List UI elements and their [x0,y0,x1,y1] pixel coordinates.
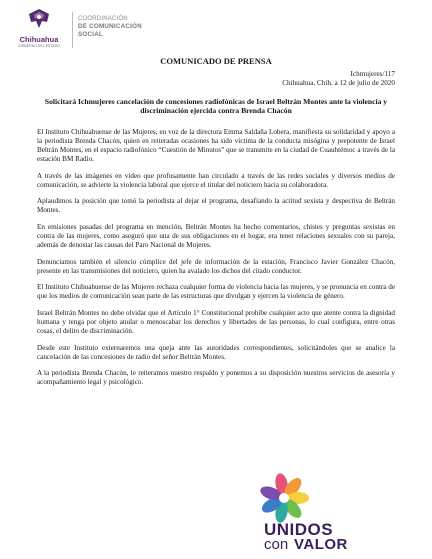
coordination-line-1: COORDINACIÓN [78,16,128,22]
coordination-line-3: SOCIAL [78,31,103,38]
reference-number: Ichmujeres/117 [350,70,395,78]
state-emblem-icon [12,8,66,36]
logo-subtitle: GOBIERNO DEL ESTADO [18,44,60,48]
unidos-con-valor-logo [254,472,424,552]
document-title: COMUNICADO DE PRENSA [160,56,272,66]
chihuahua-logo [12,8,66,52]
header-divider [72,12,73,48]
paragraph: El Instituto Chihuahuense de las Mujeres rechaza cualquier forma de violencia hacia las mujeres, y se pronuncia en contra de que los medios de comunicación sean parte de las estructuras que divulgan y ejercen la violencia de género. [37,283,395,301]
paragraph: En emisiones pasadas del programa en mención, Beltrán Montes ha hecho comentarios, chistes y preguntas sexistas en contra de las mujeres, como aseguró que una de sus obligaciones en el hogar, era tener relaciones sexuales con su pareja, además de denostar las causas del Paro Nacional de Mujeres. [37,223,395,249]
letterhead [12,8,422,52]
slogan-unidos: UNIDOS [264,520,334,539]
coordination-label [78,15,142,39]
paragraph: El Instituto Chihuahuense de las Mujeres, en voz de la directora Emma Saldaña Lobera, manifiesta su solidaridad y apoyo a la periodista Brenda Chacón, quien en reiteradas ocasiones ha sido víctima de la conducta misógina y prepotente de Israel Beltrán Montes, en el espacio radiofónico “Cuestión de Minutos” que se transmite en la ciudad de Cuauhtémoc a través de la estación BM Radio. [37,128,395,163]
paragraph: A la periodista Brenda Chacón, le reiteramos nuestro respaldo y ponemos a su disposición nuestros servicios de asesoría y acompañamiento legal y psicológico. [37,369,395,387]
paragraph: Desde este Instituto externaremos una queja ante las autoridades correspondientes, solicitándoles que se analice la cancelación de las concesiones de radio del señor Beltrán Montes. [37,343,395,361]
slogan-con: con [264,536,289,553]
reference-block [282,70,395,89]
press-headline: Solicitará Ichmujeres cancelación de concesiones radiofónicas de Israel Beltrán Montes ante la violencia y discriminación ejercida contra Brenda Chacón [44,97,388,116]
flower-emblem-icon [254,472,314,527]
slogan-valor: VALOR [294,536,348,553]
date-line: Chihuahua, Chih. a 12 de julio de 2020 [282,79,395,88]
paragraph: Aplaudimos la posición que tomó la periodista al dejar el programa, desafiando la actitud sexista y despectiva de Beltrán Montes. [37,197,395,215]
paragraph: Denunciamos también el silencio cómplice del jefe de información de la estación, Francisco Javier González Chacón, presente en las transmisiones del noticiero, quien ha avalado los dichos del citado conductor. [37,257,395,275]
paragraph: A través de las imágenes en video que profusamente han circulado a través de las redes sociales y diversos medios de comunicación, se advierte la violencia laboral que ejerce el titular del noticiero hacia su colaboradora. [37,171,395,189]
logo-name: Chihuahua [19,35,59,44]
coordination-line-2: DE COMUNICACIÓN [78,23,142,30]
paragraph: Israel Beltrán Montes no debe olvidar que el Artículo 1° Constitucional prohíbe cualquier acto que atente contra la dignidad humana y tenga por objeto anular o menoscabar los derechos y libertades de las personas, lo cual configura, entre otras cosas, el delito de discriminación. [37,309,395,335]
press-body [37,128,395,395]
